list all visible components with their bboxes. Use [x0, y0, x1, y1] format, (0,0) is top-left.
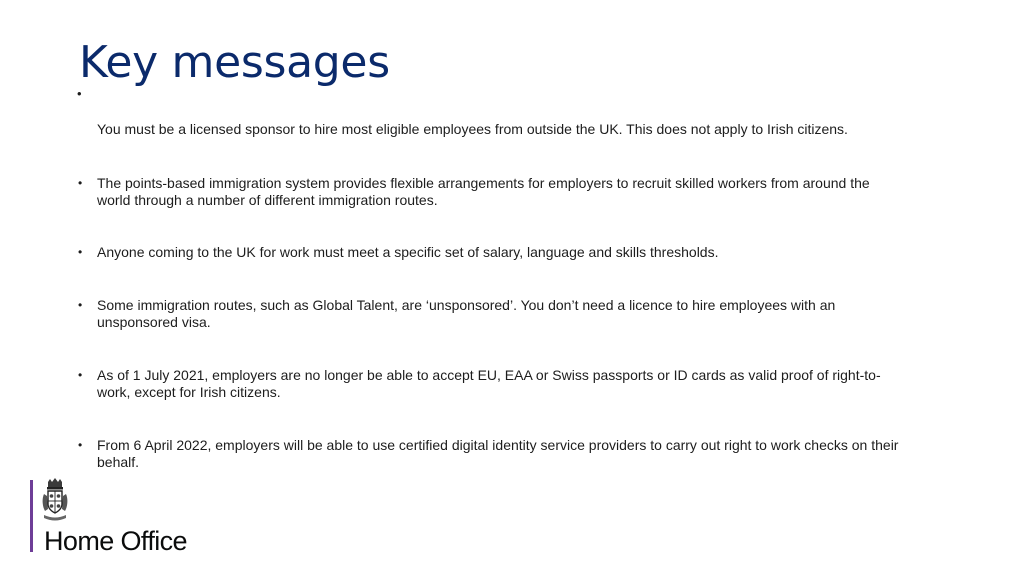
bullet-marker: •: [77, 86, 82, 101]
brand-bar: [30, 480, 33, 552]
key-message-4: • Some immigration routes, such as Global Talent, are ‘unsponsored’. You don’t need a licence to hire employees with an unsponsored visa.: [97, 297, 902, 330]
home-office-logo: [30, 478, 220, 558]
slide-title: Key messages: [79, 37, 390, 88]
key-message-3: • Anyone coming to the UK for work must meet a specific set of salary, language and skills thresholds.: [97, 244, 902, 261]
royal-coat-of-arms-icon: [41, 478, 69, 524]
key-message-5: • As of 1 July 2021, employers are no longer be able to accept EU, EAA or Swiss passports or ID cards as valid proof of right-to-work, except for Irish citizens.: [97, 367, 902, 400]
key-message-2: • The points-based immigration system provides flexible arrangements for employers to recruit skilled workers from around the world through a number of different immigration routes.: [97, 175, 902, 208]
logo-text: Home Office: [44, 526, 187, 556]
key-message-1: You must be a licensed sponsor to hire most eligible employees from outside the UK. This does not apply to Irish citizens.: [97, 121, 848, 137]
key-message-6: • From 6 April 2022, employers will be able to use certified digital identity service providers to carry out right to work checks on their behalf.: [97, 437, 902, 470]
